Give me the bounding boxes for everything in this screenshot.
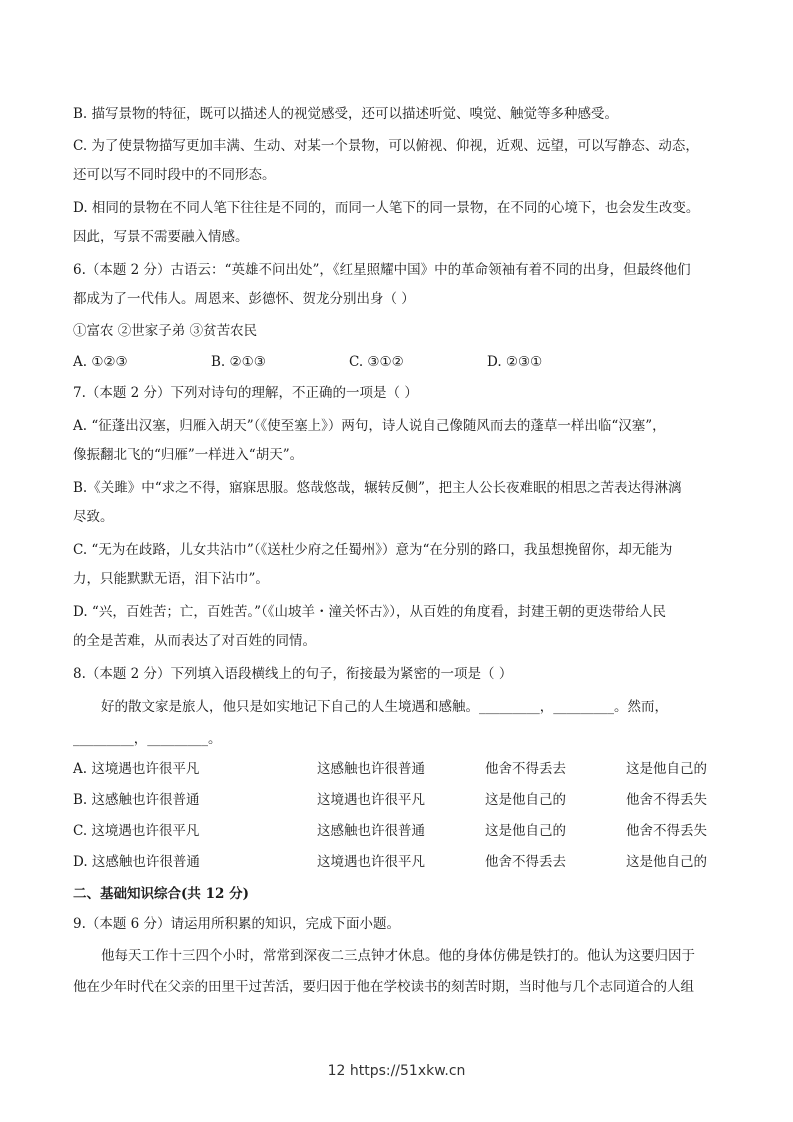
q7-option-a-line1: A. “征蓬出汉塞，归雁入胡天”（《使至塞上》）两句，诗人说自己像随风而去的蓬草一样出临“汉塞”，: [73, 418, 666, 434]
q8-c-1: C. 这境遇也许很平凡: [73, 823, 200, 839]
q5-option-c-line1: C. 为了使景物描写更加丰满、生动、对某一个景物，可以俯视、仰视，近观、远望，可以写静态、动态，: [73, 138, 699, 154]
q6-option-c: C. ③①②: [349, 354, 404, 370]
q6-items: ①富农 ②世家子弟 ③贫苦农民: [73, 323, 258, 339]
q9-paragraph-line1: 他每天工作十三四个小时，常常到深夜二三点钟才休息。他的身体仿佛是铁打的。他认为这要归因于: [101, 948, 695, 964]
q7-option-d-line2: 的全是苦难，从而表达了对百姓的同情。: [73, 633, 316, 649]
q8-a-3: 他舍不得丢去: [485, 761, 566, 777]
page-footer: 12 https://51xkw.cn: [327, 1063, 466, 1079]
q8-c-3: 这是他自己的: [485, 823, 566, 839]
q7-option-b-line1: B.《关雎》中“求之不得，寤寐思服。悠哉悠哉，辗转反侧”，把主人公长夜难眠的相思之苦表达得淋漓: [73, 480, 682, 496]
q8-a-2: 这感触也许很普通: [317, 761, 425, 777]
q6-stem-line1: 6.（本题 2 分）古语云：“英雄不问出处”，《红星照耀中国》中的革命领袖有着不同的出身，但最终他们: [73, 262, 691, 278]
q8-d-2: 这境遇也许很平凡: [317, 854, 425, 870]
q9-stem: 9.（本题 6 分）请运用所积累的知识，完成下面小题。: [73, 916, 401, 932]
q7-option-c-line2: 力，只能默默无语，泪下沾巾”。: [73, 571, 269, 587]
q8-c-4: 他舍不得丢失: [626, 823, 707, 839]
q8-b-2: 这境遇也许很平凡: [317, 792, 425, 808]
q6-option-b: B. ②①③: [211, 354, 266, 370]
q6-options: [73, 353, 723, 371]
q8-option-row-d: [73, 853, 723, 871]
q8-c-2: 这感触也许很普通: [317, 823, 425, 839]
q7-option-a-line2: 像振翻北飞的“归雁”一样进入“胡天”。: [73, 447, 304, 463]
q8-b-4: 他舍不得丢失: [626, 792, 707, 808]
q8-d-1: D. 这感触也许很普通: [73, 854, 200, 870]
q8-passage-line2: _________，_________。: [73, 731, 222, 747]
q5-option-b: B. 描写景物的特征，既可以描述人的视觉感受，还可以描述听觉、嗅觉、触觉等多种感受。: [73, 106, 619, 122]
q8-b-1: B. 这感触也许很普通: [73, 792, 200, 808]
q8-option-row-a: [73, 760, 723, 778]
q5-option-d-line2: 因此，写景不需要融入情感。: [73, 229, 249, 245]
q9-paragraph-line2: 他在少年时代在父亲的田里干过苦活，要归因于他在学校读书的刻苦时期，当时他与几个志同道合的人组: [73, 979, 694, 995]
q7-option-c-line1: C. “无为在歧路，儿女共沾巾”（《送杜少府之任蜀州》）意为“在分别的路口，我虽想挽留你，却无能为: [73, 542, 673, 558]
q6-option-d: D. ②③①: [487, 354, 543, 370]
section-2-title: 二、基础知识综合(共 12 分): [73, 886, 249, 902]
q6-option-a: A. ①②③: [73, 354, 128, 370]
q8-a-1: A. 这境遇也许很平凡: [73, 761, 200, 777]
q8-passage-line1: 好的散文家是旅人，他只是如实地记下自己的人生境遇和感触。_________，_________。然而，: [101, 699, 668, 715]
q7-option-b-line2: 尽致。: [73, 509, 114, 525]
q7-stem: 7.（本题 2 分）下列对诗句的理解，不正确的一项是（ ）: [73, 385, 418, 401]
q8-d-4: 这是他自己的: [626, 854, 707, 870]
q8-a-4: 这是他自己的: [626, 761, 707, 777]
q8-option-row-c: [73, 822, 723, 840]
q8-d-3: 他舍不得丢去: [485, 854, 566, 870]
q6-stem-line2: 都成为了一代伟人。周恩来、彭德怀、贺龙分别出身（ ）: [73, 291, 415, 307]
q5-option-c-line2: 还可以写不同时段中的不同形态。: [73, 167, 276, 183]
q7-option-d-line1: D. “兴，百姓苦；亡，百姓苦。”（《山坡羊・潼关怀古》），从百姓的角度看，封建王朝的更迭带给人民: [73, 604, 666, 620]
q8-option-row-b: [73, 791, 723, 809]
q8-stem: 8.（本题 2 分）下列填入语段横线上的句子，衔接最为紧密的一项是（ ）: [73, 666, 513, 682]
q5-option-d-line1: D. 相同的景物在不同人笔下往往是不同的，而同一人笔下的同一景物，在不同的心境下，也会发生改变。: [73, 200, 700, 216]
q8-b-3: 这是他自己的: [485, 792, 566, 808]
